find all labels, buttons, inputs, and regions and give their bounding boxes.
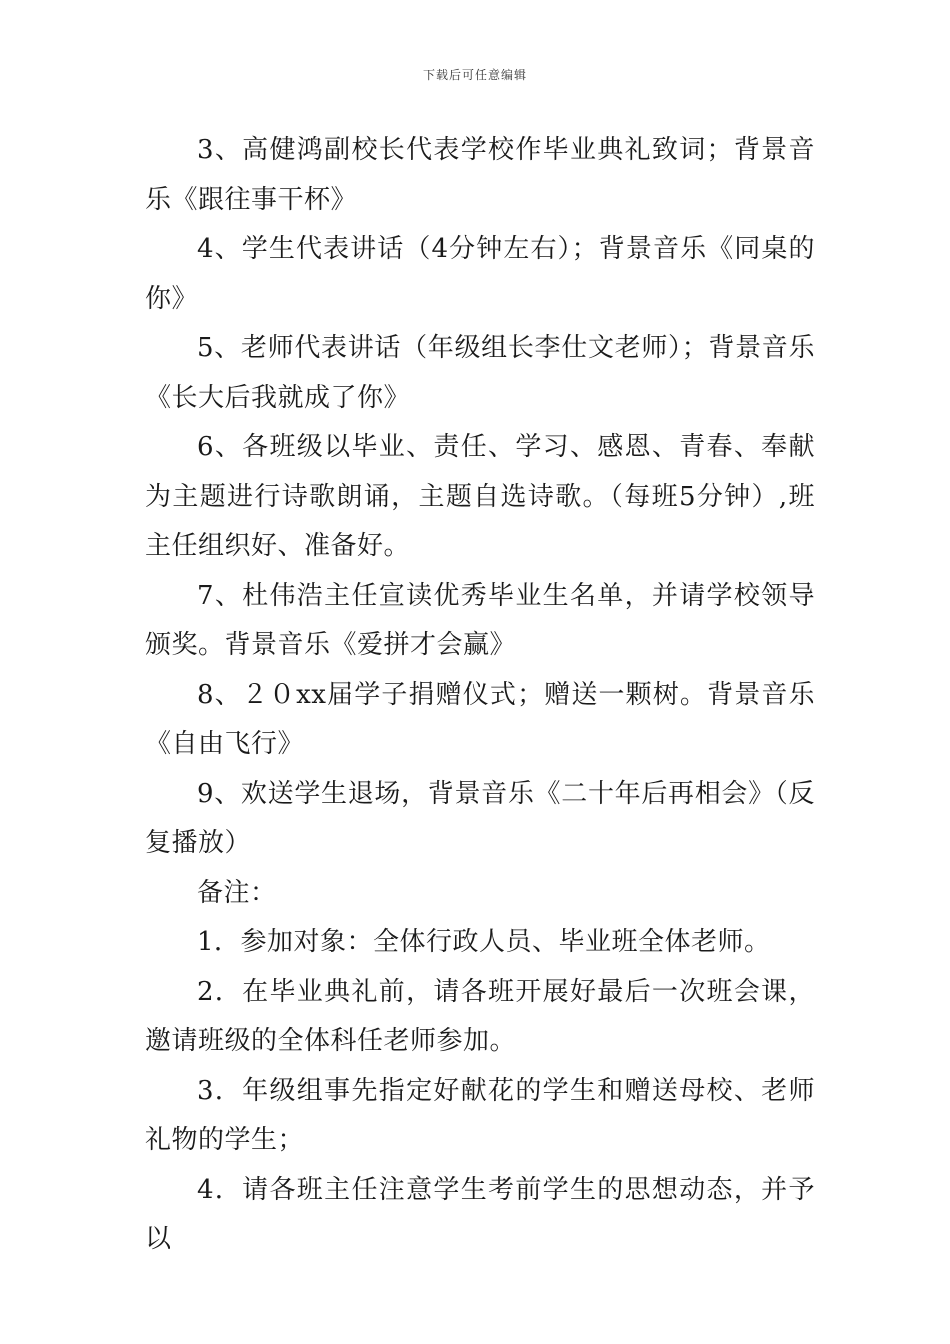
page-header-note: 下载后可任意编辑	[422, 68, 527, 82]
document-body	[145, 126, 815, 1265]
notes-heading: 备注：	[197, 877, 277, 908]
program-item-9: 9、欢送学生退场，背景音乐《二十年后再相会》（反复播放）	[145, 778, 815, 858]
note-item-4: 4．请各班主任注意学生考前学生的思想动态，并予以	[145, 1174, 815, 1254]
program-item-4: 4、学生代表讲话（4分钟左右）；背景音乐《同桌的你》	[145, 234, 815, 314]
program-item-5: 5、老师代表讲话（年级组长李仕文老师）；背景音乐《长大后我就成了你》	[145, 333, 815, 413]
program-item-7: 7、杜伟浩主任宣读优秀毕业生名单，并请学校领导颁奖。背景音乐《爱拼才会赢》	[145, 580, 815, 660]
note-item-3: 3．年级组事先指定好献花的学生和赠送母校、老师礼物的学生；	[145, 1075, 815, 1155]
program-item-3: 3、高健鸿副校长代表学校作毕业典礼致词；背景音乐《跟往事干杯》	[145, 135, 815, 215]
note-item-1: 1．参加对象：全体行政人员、毕业班全体老师。	[197, 927, 771, 957]
program-item-6: 6、各班级以毕业、责任、学习、感恩、青春、奉献为主题进行诗歌朗诵，主题自选诗歌。（每班5分钟）,班主任组织好、准备好。	[145, 432, 815, 561]
program-item-8: 8、２０xx届学子捐赠仪式；赠送一颗树。背景音乐《自由飞行》	[145, 679, 815, 759]
note-item-2: 2．在毕业典礼前，请各班开展好最后一次班会课，邀请班级的全体科任老师参加。	[145, 976, 815, 1056]
